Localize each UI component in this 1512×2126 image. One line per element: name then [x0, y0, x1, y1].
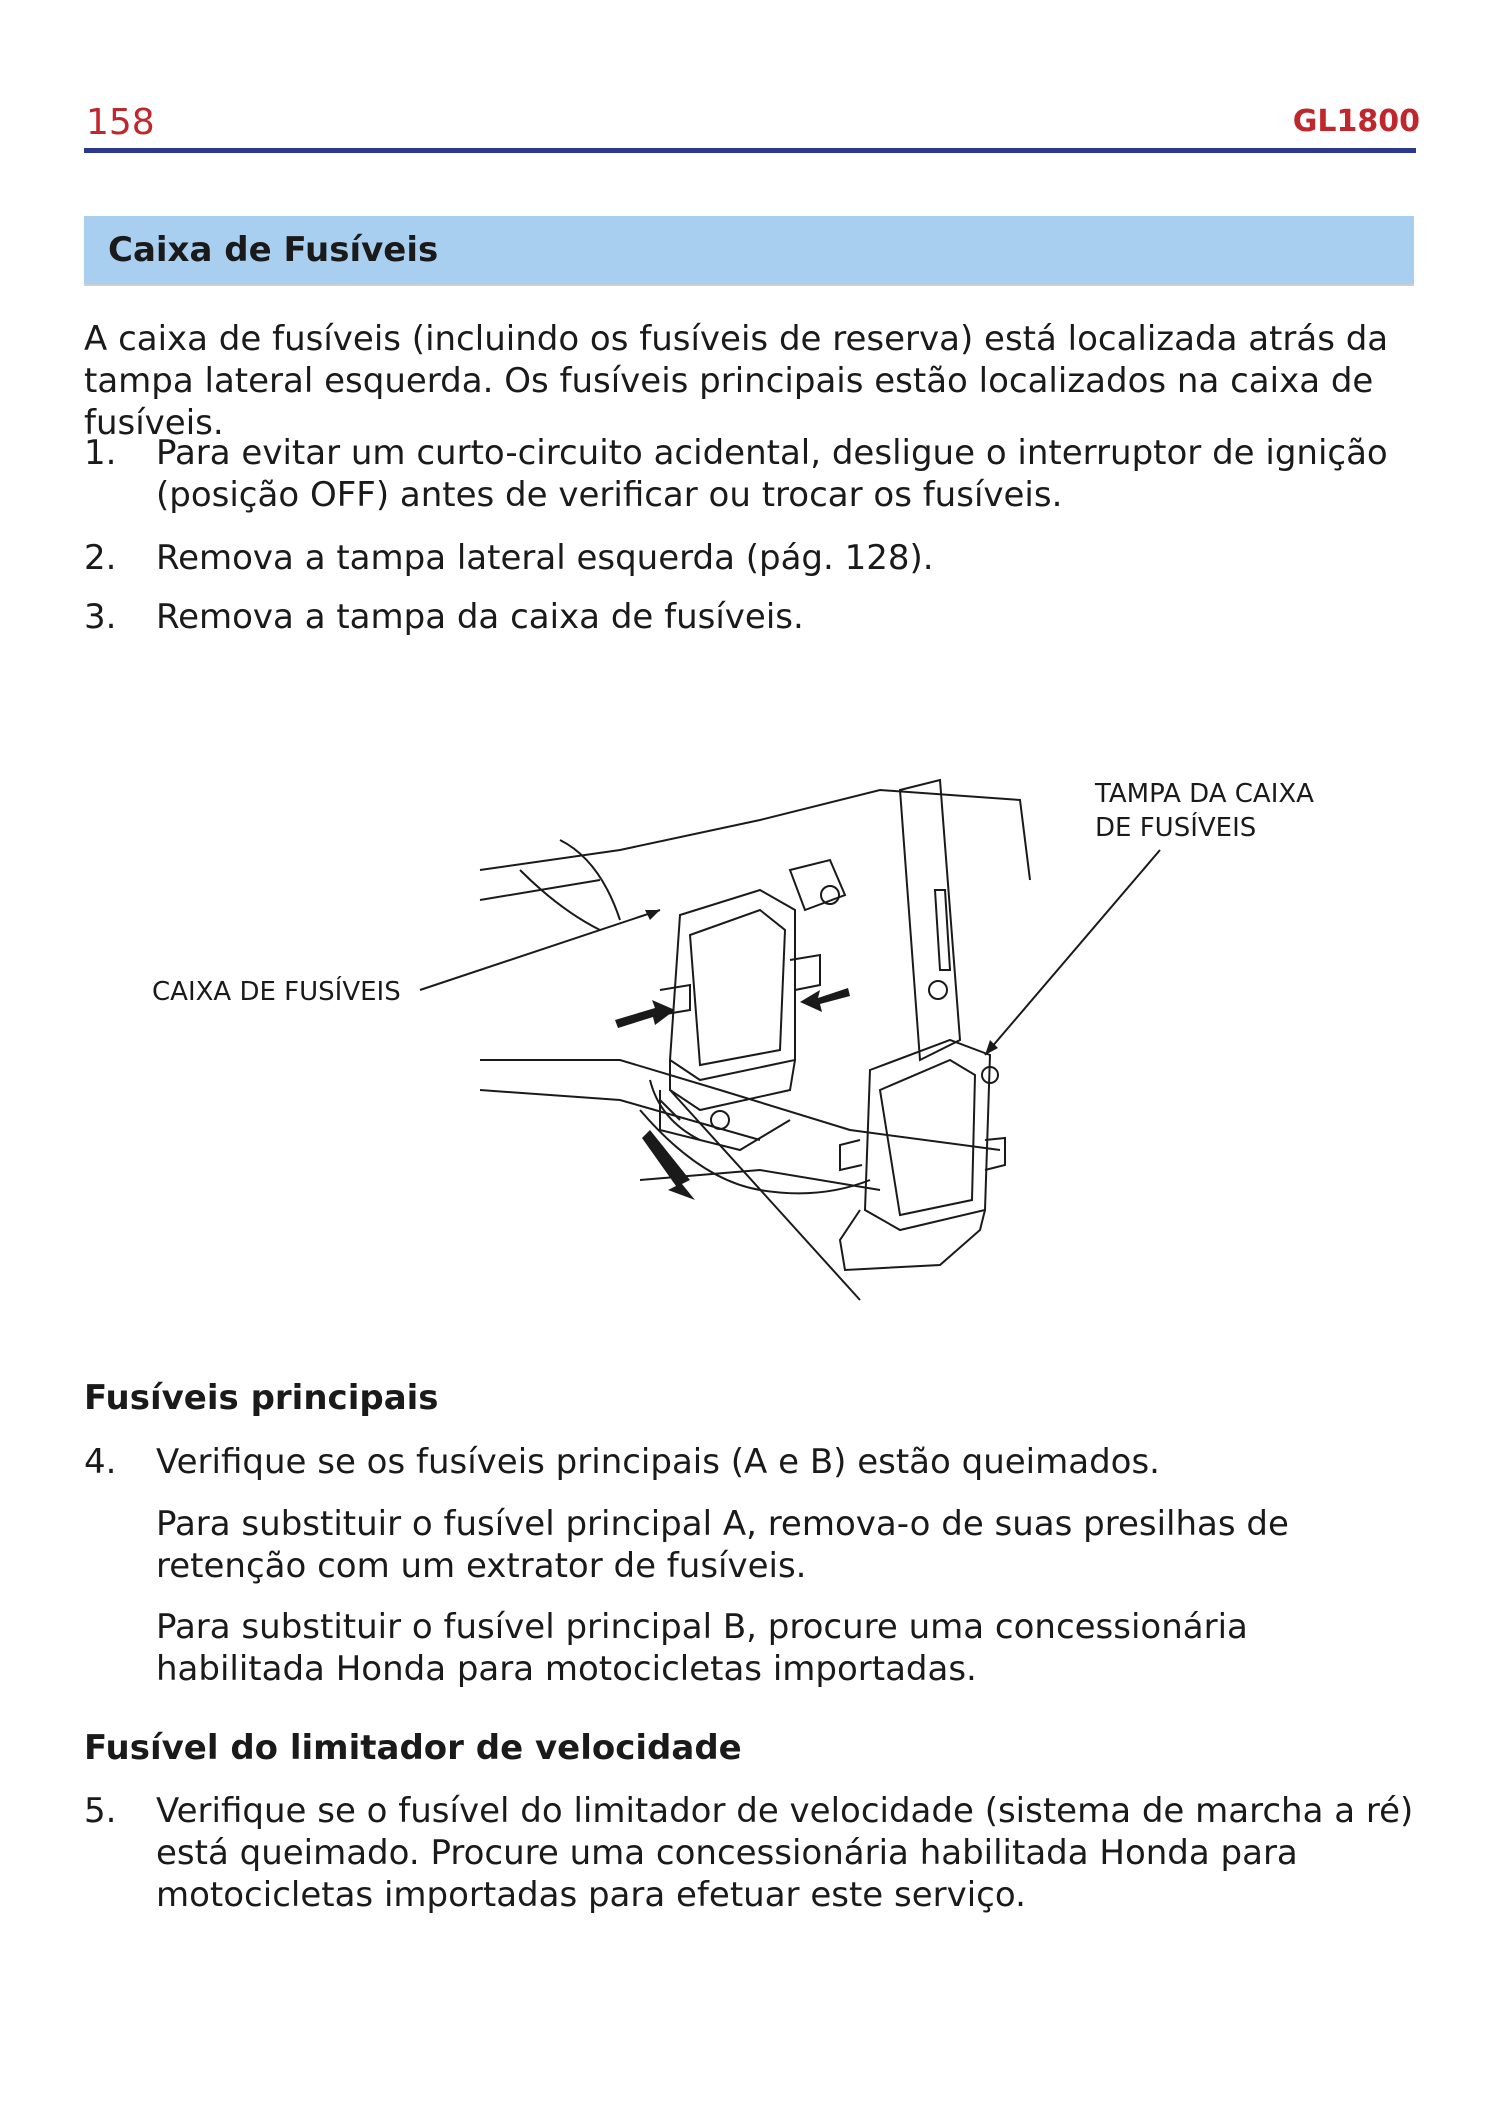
section-title: Caixa de Fusíveis [108, 230, 439, 270]
step-text: Remova a tampa da caixa de fusíveis. [156, 597, 804, 637]
subheading-main-fuses: Fusíveis principais [84, 1378, 439, 1418]
subheading-speed-limiter: Fusível do limitador de velocidade [84, 1728, 742, 1768]
step-number: 1. [84, 433, 117, 473]
step-text: Verifique se o fusível do limitador de velocidade (sistema de marcha a ré) está queimado. Procure uma concessionária habilitada Honda para motocicletas importadas para efetuar este serviço. [156, 1791, 1414, 1915]
header-rule [84, 148, 1416, 153]
intro-paragraph: A caixa de fusíveis (incluindo os fusíveis de reserva) está localizada atrás da tampa lateral esquerda. Os fusíveis principais estão localizados na caixa de fusíveis. [84, 319, 1389, 443]
step-2 [84, 537, 1420, 579]
step-text: Remova a tampa lateral esquerda (pág. 128). [156, 538, 934, 578]
label-fuse-box-cover: TAMPA DA CAIXA [1095, 779, 1314, 809]
step-1 [84, 432, 1420, 516]
main-fuse-b-paragraph [84, 1606, 1420, 1690]
step-number: 2. [84, 538, 117, 578]
step-text: Verifique se os fusíveis principais (A e B) estão queimados. [156, 1442, 1160, 1482]
step-5 [84, 1790, 1420, 1916]
main-fuse-a-paragraph [84, 1503, 1420, 1587]
paragraph-text: Para substituir o fusível principal B, procure uma concessionária habilitada Honda para motocicletas importadas. [156, 1607, 1248, 1689]
label-fuse-box-cover-2: DE FUSÍVEIS [1095, 813, 1257, 843]
page-number: 158 [86, 102, 155, 143]
model-label: GL1800 [1292, 104, 1420, 139]
paragraph-text: Para substituir o fusível principal A, remova-o de suas presilhas de retenção com um extrator de fusíveis. [156, 1504, 1289, 1586]
step-number: 5. [84, 1791, 117, 1831]
step-4 [84, 1441, 1420, 1483]
step-number: 3. [84, 597, 117, 637]
step-text: Para evitar um curto-circuito acidental, desligue o interruptor de ignição (posição OFF) antes de verificar ou trocar os fusíveis. [156, 433, 1388, 515]
step-number: 4. [84, 1442, 117, 1482]
section-header-bar [84, 216, 1414, 286]
fuse-box-illustration [0, 760, 1512, 1320]
label-fuse-box: CAIXA DE FUSÍVEIS [152, 977, 401, 1007]
step-3 [84, 596, 1420, 638]
